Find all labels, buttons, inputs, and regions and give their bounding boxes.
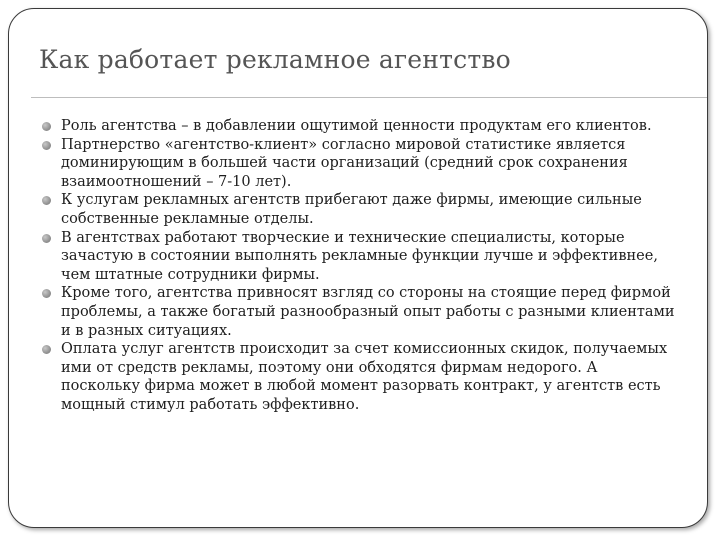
bullet-text: Партнерство «агентство-клиент» согласно мировой статистике является доминирующим в большей части организаций (средний срок сохранения взаимоотношений – 7-10 лет).	[61, 136, 628, 190]
bullet-item-5	[41, 284, 681, 340]
bullet-icon	[42, 141, 51, 150]
bullet-item-4	[41, 229, 681, 285]
bullet-icon	[42, 122, 51, 131]
bullet-text: В агентствах работают творческие и технические специалисты, которые зачастую в состоянии выполнять рекламные функции лучше и эффективнее, чем штатные сотрудники фирмы.	[61, 229, 658, 283]
bullet-text: Оплата услуг агентств происходит за счет комиссионных скидок, получаемых ими от средств рекламы, поэтому они обходятся фирмам недорого. А поскольку фирма может в любой момент разорвать контракт, у агентств есть мощный стимул работать эффективно.	[61, 341, 668, 413]
slide-frame	[8, 8, 708, 528]
bullet-icon	[42, 345, 51, 354]
bullet-text: Кроме того, агентства привносят взгляд со стороны на стоящие перед фирмой проблемы, а также богатый разнообразный опыт работы с разными клиентами и в разных ситуациях.	[61, 285, 675, 339]
bullet-item-6	[41, 340, 681, 414]
bullet-icon	[42, 289, 51, 298]
bullet-text: К услугам рекламных агентств прибегают даже фирмы, имеющие сильные собственные рекламные отделы.	[61, 192, 642, 227]
title-divider	[31, 97, 707, 98]
bullet-text: Роль агентства – в добавлении ощутимой ценности продуктам его клиентов.	[61, 118, 652, 134]
bullet-item-2	[41, 136, 681, 192]
slide-title: Как работает рекламное агентство	[39, 45, 511, 74]
bullet-item-1	[41, 117, 681, 136]
bullet-item-3	[41, 191, 681, 228]
bullet-list	[41, 117, 681, 415]
bullet-icon	[42, 196, 51, 205]
bullet-icon	[42, 234, 51, 243]
